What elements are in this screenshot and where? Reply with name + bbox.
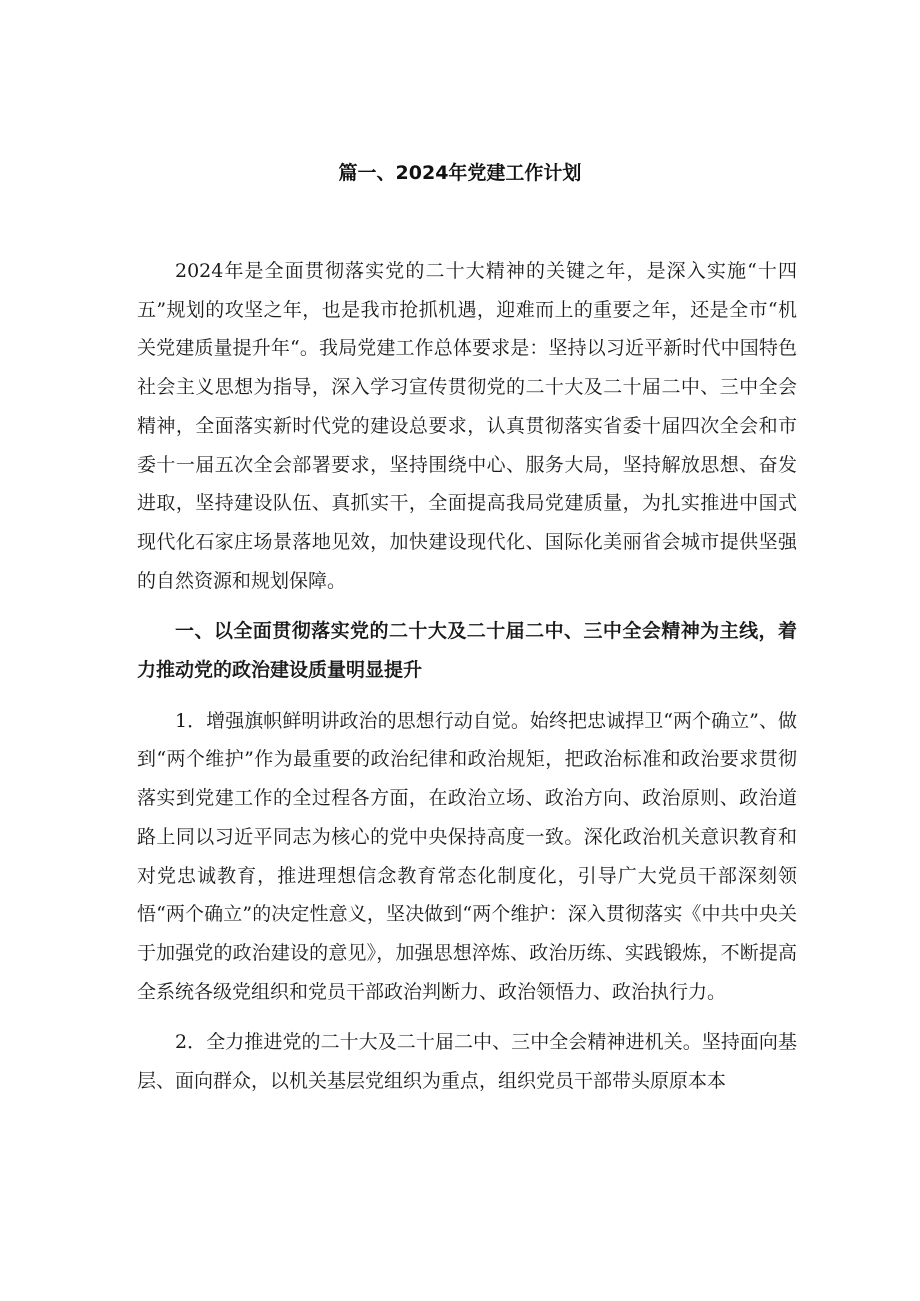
item-paragraph-1: 1．增强旗帜鲜明讲政治的思想行动自觉。始终把忠诚捍卫“两个确立”、做到“两个维护”作为最重要的政治纪律和政治规矩，把政治标准和政治要求贯彻落实到党建工作的全过程各方面，在政治立场、政治方向、政治原则、政治道路上同以习近平同志为核心的党中央保持高度一致。深化政治机关意识教育和对党忠诚教育，推进理想信念教育常态化制度化，引导广大党员干部深刻领悟“两个确立”的决定性意义，坚决做到“两个维护：深入贯彻落实《中共中央关于加强党的政治建设的意见》，加强思想淬炼、政治历练、实践锻炼，不断提高全系统各级党组织和党员干部政治判断力、政治领悟力、政治执行力。 — [137, 709, 797, 1003]
item-paragraph-2: 2．全力推进党的二十大及二十届二中、三中全会精神进机关。坚持面向基层、面向群众，以机关基层党组织为重点，组织党员干部带头原原本本 — [137, 1031, 797, 1093]
intro-paragraph: 2024年是全面贯彻落实党的二十大精神的关键之年，是深入实施“十四五”规划的攻坚之年，也是我市抢抓机遇，迎难而上的重要之年，还是全市“机关党建质量提升年“。我局党建工作总体要求是：坚持以习近平新时代中国特色社会主义思想为指导，深入学习宣传贯彻党的二十大及二十届二中、三中全会精神，全面落实新时代党的建设总要求，认真贯彻落实省委十届四次全会和市委十一届五次全会部署要求，坚持围绕中心、服务大局，坚持解放思想、奋发进取，坚持建设队伍、真抓实干，全面提高我局党建质量，为扎实推进中国式现代化石家庄场景落地见效，加快建设现代化、国际化美丽省会城市提供坚强的自然资源和规划保障。 — [137, 260, 797, 592]
document-body — [137, 252, 797, 1101]
page-title: 篇一、2024年党建工作计划 — [338, 162, 582, 184]
section-heading-1: 一、以全面贯彻落实党的二十大及二十届二中、三中全会精神为主线，着力推动党的政治建设质量明显提升 — [137, 620, 797, 682]
